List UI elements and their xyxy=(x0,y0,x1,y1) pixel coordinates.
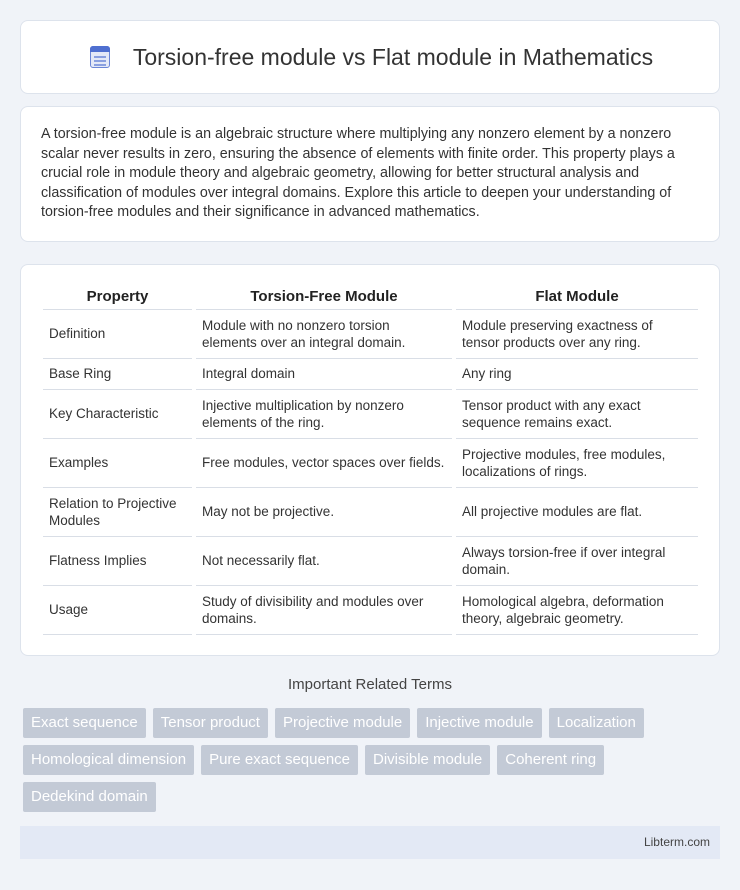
table-cell: Any ring xyxy=(454,358,698,389)
table-cell: Module preserving exactness of tensor products over any ring. xyxy=(454,309,698,358)
table-row xyxy=(43,536,698,585)
table-cell: Study of divisibility and modules over domains. xyxy=(194,585,454,634)
table-cell: Tensor product with any exact sequence remains exact. xyxy=(454,389,698,438)
table-cell: All projective modules are flat. xyxy=(454,487,698,536)
column-header: Property xyxy=(43,285,194,309)
related-terms-list xyxy=(23,708,703,812)
related-term-tag[interactable]: Tensor product xyxy=(153,708,268,738)
page-title: Torsion-free module vs Flat module in Mathematics xyxy=(132,43,654,70)
related-term-tag[interactable]: Localization xyxy=(549,708,644,738)
related-term-tag[interactable]: Pure exact sequence xyxy=(201,745,358,775)
table-header-row xyxy=(43,285,698,309)
table-cell: Injective multiplication by nonzero elements of the ring. xyxy=(194,389,454,438)
footer-site-link[interactable]: Libterm.com xyxy=(643,835,710,849)
table-cell: Projective modules, free modules, localizations of rings. xyxy=(454,438,698,487)
table-row xyxy=(43,358,698,389)
footer xyxy=(20,826,720,859)
related-terms-title: Important Related Terms xyxy=(288,676,452,693)
table-cell: Integral domain xyxy=(194,358,454,389)
comparison-table-card xyxy=(20,264,720,656)
document-icon xyxy=(87,44,113,70)
related-term-tag[interactable]: Coherent ring xyxy=(497,745,604,775)
table-row xyxy=(43,487,698,536)
table-row xyxy=(43,309,698,358)
table-cell: Always torsion-free if over integral domain. xyxy=(454,536,698,585)
comparison-table xyxy=(43,285,698,635)
table-cell: Free modules, vector spaces over fields. xyxy=(194,438,454,487)
table-row xyxy=(43,585,698,634)
related-term-tag[interactable]: Injective module xyxy=(417,708,541,738)
column-header: Flat Module xyxy=(454,285,698,309)
table-cell: Examples xyxy=(43,438,194,487)
related-term-tag[interactable]: Divisible module xyxy=(365,745,490,775)
table-cell: Key Characteristic xyxy=(43,389,194,438)
related-term-tag[interactable]: Dedekind domain xyxy=(23,782,156,812)
table-cell: Homological algebra, deformation theory, algebraic geometry. xyxy=(454,585,698,634)
table-cell: Relation to Projective Modules xyxy=(43,487,194,536)
table-row xyxy=(43,389,698,438)
table-cell: Usage xyxy=(43,585,194,634)
table-cell: May not be projective. xyxy=(194,487,454,536)
header-card xyxy=(20,20,720,94)
related-term-tag[interactable]: Projective module xyxy=(275,708,410,738)
intro-text: A torsion-free module is an algebraic structure where multiplying any nonzero element by a nonzero scalar never results in zero, ensuring the absence of elements with finite order. This property plays a crucial role in module theory and algebraic geometry, allowing for better structural analysis and classification of modules over integral domains. Explore this article to deepen your understanding of torsion-free modules and their significance in advanced mathematics. xyxy=(41,126,675,220)
intro-card xyxy=(20,106,720,242)
table-cell: Module with no nonzero torsion elements over an integral domain. xyxy=(194,309,454,358)
table-cell: Flatness Implies xyxy=(43,536,194,585)
table-row xyxy=(43,438,698,487)
table-cell: Definition xyxy=(43,309,194,358)
table-cell: Not necessarily flat. xyxy=(194,536,454,585)
column-header: Torsion-Free Module xyxy=(194,285,454,309)
related-term-tag[interactable]: Homological dimension xyxy=(23,745,194,775)
table-cell: Base Ring xyxy=(43,358,194,389)
related-term-tag[interactable]: Exact sequence xyxy=(23,708,146,738)
